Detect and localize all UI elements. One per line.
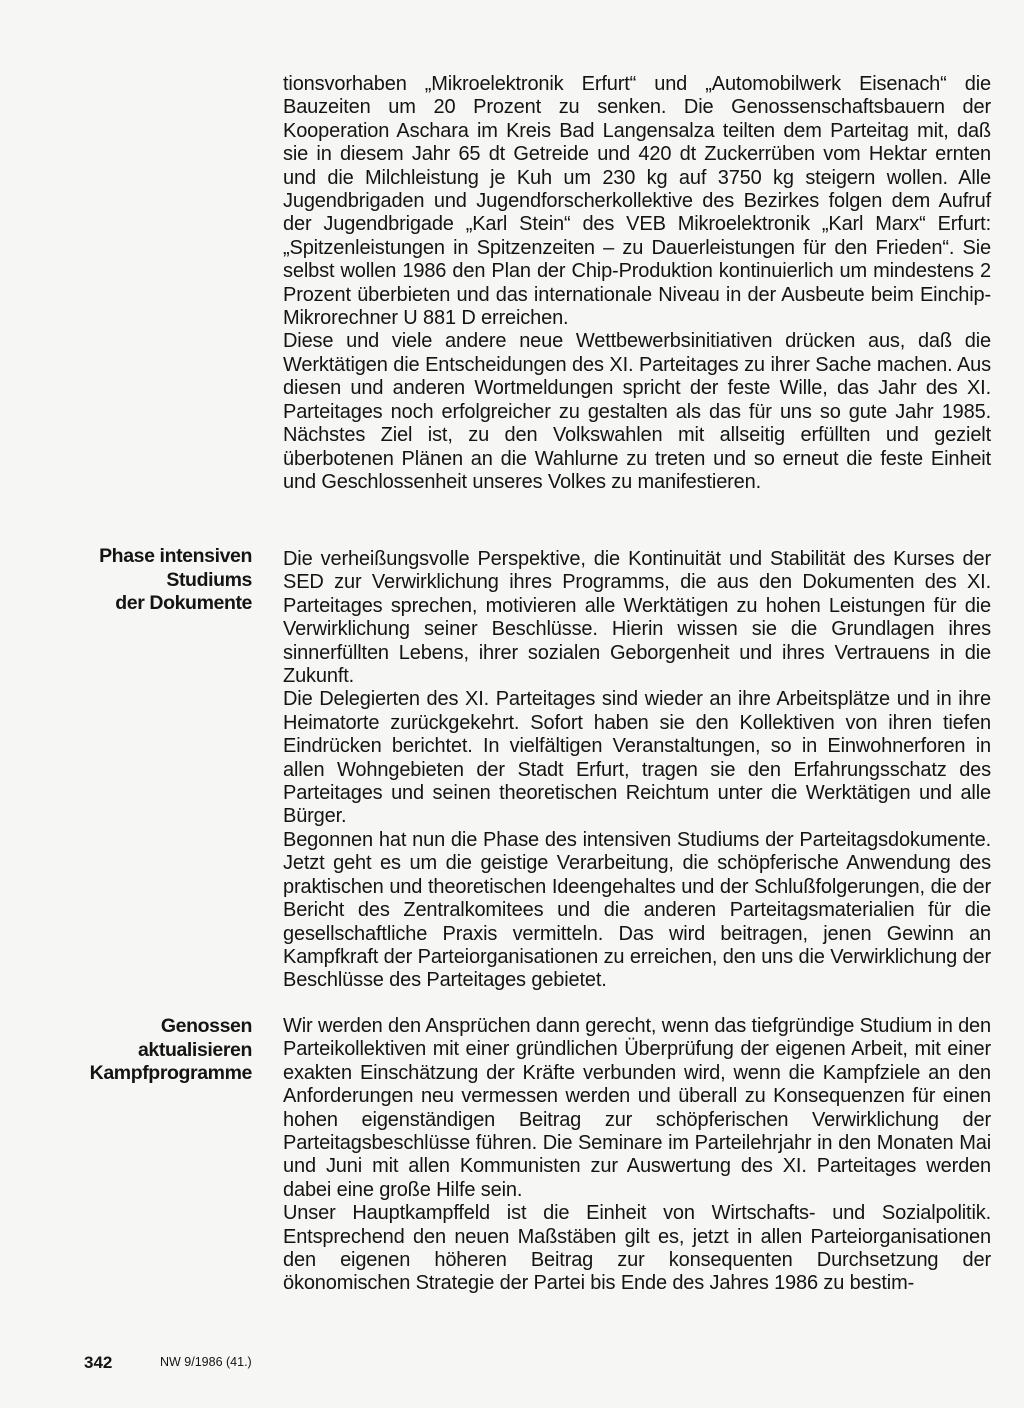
paragraph: Begonnen hat nun die Phase des intensiven Studiums der Parteitagsdokumente. Jetzt geht es um die geistige Verarbeitung, die schöpferische Anwendung des praktischen und theoretischen Ideengehaltes und der Schlußfolgerungen, die der Bericht des Zentralkomitees und die anderen Parteitagsmaterialien für die gesellschaftliche Praxis vermitteln. Das wird beitragen, jenen Gewinn an Kampfkraft der Parteiorganisationen zu erreichen, den uns die Verwirklichung der Beschlüsse des Parteitages gebietet. — [283, 828, 991, 992]
section-3-body — [283, 1015, 991, 1296]
side-heading-line: Studiums — [166, 568, 252, 591]
paragraph: Wir werden den Ansprüchen dann gerecht, wenn das tiefgründige Studium in den Parteikollektiven mit einer gründlichen Überprüfung der eigenen Arbeit, mit einer exakten Einschätzung der Kräfte verbunden wird, wenn die Kampfziele an den Anforderungen neu vermessen werden und überall zu Konsequenzen für einen hohen eigenständigen Beitrag zur schöpferischen Verwirklichung der Parteitagsbeschlüsse führen. Die Seminare im Parteilehrjahr in den Monaten Mai und Juni mit allen Kommunisten zur Auswertung des XI. Parteitages werden dabei eine große Hilfe sein. — [283, 1015, 991, 1201]
section-2-body — [283, 548, 991, 993]
side-heading-line: der Dokumente — [115, 592, 252, 614]
journal-reference: NW 9/1986 (41.) — [160, 1355, 252, 1369]
page-footer — [84, 1353, 252, 1373]
paragraph: Diese und viele andere neue Wettbewerbsinitiativen drücken aus, daß die Werktätigen die Entscheidungen des XI. Parteitages zu ihrer Sache machen. Aus diesen und anderen Wortmeldungen spricht der feste Wille, das Jahr des XI. Parteitages noch erfolgreicher zu gestalten als das für uns so gute Jahr 1985. Nächstes Ziel ist, zu den Volkswahlen mit allseitig erfüllten und gezielt überbotenen Plänen an die Wahlurne zu treten und so erneut die feste Einheit und Geschlossenheit unseres Volkes zu manifestieren. — [283, 330, 991, 493]
side-heading-phase-intensiven-studiums — [32, 545, 252, 616]
side-heading-genossen-aktualisieren — [32, 1015, 252, 1086]
side-heading-line: Kampfprogramme — [89, 1062, 252, 1084]
paragraph: Unser Hauptkampffeld ist die Einheit von Wirtschafts- und Sozialpolitik. Entsprechend den neuen Maßstäben gilt es, jetzt in allen Parteiorganisationen den eigenen höheren Beitrag zur konsequenten Durchsetzung der ökonomischen Strategie der Partei bis Ende des Jahres 1986 zu bestim- — [283, 1202, 991, 1295]
side-heading-line: aktualisieren — [137, 1038, 252, 1061]
page-number: 342 — [84, 1353, 113, 1372]
paragraph: Die verheißungsvolle Perspektive, die Kontinuität und Stabilität des Kurses der SED zur Verwirklichung ihres Programms, die aus den Dokumenten des XI. Parteitages sprechen, motivieren alle Werktätigen zu hohen Leistungen für die Verwirklichung seiner Beschlüsse. Hierin wissen sie die Grundlagen ihres sinnerfüllten Lebens, ihrer sozialen Geborgenheit und ihres Vertrauens in die Zukunft. — [283, 548, 991, 688]
side-heading-line: Genossen — [160, 1015, 252, 1037]
paragraph: Die Delegierten des XI. Parteitages sind wieder an ihre Arbeitsplätze und in ihre Heimatorte zurückgekehrt. Sofort haben sie den Kollektiven von ihren tiefen Eindrücken berichtet. In vielfältigen Veranstaltungen, so in Einwohnerforen in allen Wohngebieten der Stadt Erfurt, tragen sie den Erfahrungsschatz des Parteitages und seinen theoretischen Reichtum unter die Werktätigen und alle Bürger. — [283, 688, 991, 828]
section-1-body — [283, 73, 991, 494]
paragraph: tionsvorhaben „Mikroelektronik Erfurt“ und „Automobilwerk Eisenach“ die Bauzeiten um 20 Prozent zu senken. Die Genossenschaftsbauern der Kooperation Aschara im Kreis Bad Langensalza teilten dem Parteitag mit, daß sie in diesem Jahr 65 dt Getreide und 420 dt Zuckerrüben vom Hektar ernten und die Milchleistung je Kuh um 230 kg auf 3750 kg steigern wollen. Alle Jugendbrigaden und Jugendforscherkollektive des Bezirkes folgen dem Aufruf der Jugendbrigade „Karl Stein“ des VEB Mikroelektronik „Karl Marx“ Erfurt: „Spitzenleistungen in Spitzenzeiten – zu Dauerleistungen für den Frieden“. Sie selbst wollen 1986 den Plan der Chip-Produktion kontinuierlich um mindestens 2 Prozent überbieten und das internationale Niveau in der Ausbeute beim Einchip-Mikrorechner U 881 D erreichen. — [283, 73, 991, 330]
side-heading-line: Phase intensiven — [99, 545, 252, 567]
